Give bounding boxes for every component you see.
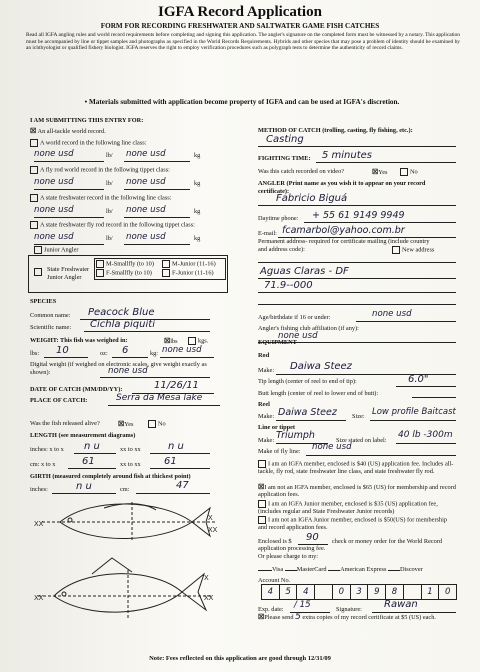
lb-unit: lb/ xyxy=(106,208,113,215)
svg-text:XX: XX xyxy=(34,521,44,528)
all-tackle-label: An all-tackle world record. xyxy=(37,128,106,135)
state-fly-row xyxy=(34,232,230,244)
kg-unit: kg xyxy=(194,180,201,187)
state-line-label: A state freshwater record in the following line class: xyxy=(40,194,172,202)
junior-member-fee-option[interactable] xyxy=(258,500,456,515)
account-digit: 4 xyxy=(297,585,315,599)
date-value[interactable]: 11/26/11 xyxy=(154,380,199,391)
checked-box-icon: ☒ xyxy=(30,127,37,135)
account-digit xyxy=(315,585,333,599)
fly-line-value[interactable]: none usd xyxy=(312,442,352,452)
enclosed-label: Enclosed is $ xyxy=(258,538,292,545)
entry-heading: I AM SUBMITTING THIS ENTRY FOR: xyxy=(30,117,144,124)
m-junior-label: M-Junior (11-16) xyxy=(172,260,216,268)
state-junior-option[interactable] xyxy=(34,268,44,276)
account-digit xyxy=(404,585,422,599)
fly-rod-option[interactable] xyxy=(30,166,170,174)
reel-size-label: Size: xyxy=(352,413,365,420)
released-yes-label: Yes xyxy=(124,421,134,428)
common-name-value[interactable]: Peacock Blue xyxy=(88,307,155,318)
materials-note-text: Materials submitted with application become property of IGFA and can be used at IGFA's discretion. xyxy=(89,98,400,106)
fish-diagram-bottom xyxy=(38,558,212,620)
released-no-label: No xyxy=(158,420,166,428)
weight-label: WEIGHT: This fish was weighed in: xyxy=(30,337,128,344)
address-line-2[interactable]: 71.9--000 xyxy=(264,280,313,291)
checkbox-icon xyxy=(258,460,266,468)
tip-length-label: Tip length (center of reel to end of tip): xyxy=(258,378,357,385)
svg-text:XX: XX xyxy=(204,595,214,602)
fly-rod-row xyxy=(34,177,230,189)
inches-fork-label: xx to xx xyxy=(120,446,141,453)
junior-member-fee-label: I am an IGFA Junior member, enclosed is $35 (US) application fee, (includes regular and State Freshwater Junior records) xyxy=(258,500,438,515)
line-class-kg-value[interactable]: none usd xyxy=(126,149,166,159)
account-digit: 0 xyxy=(445,587,451,597)
f-junior-label: F-Junior (11-16) xyxy=(172,269,214,277)
video-yes-label: Yes xyxy=(378,169,388,176)
amex-option[interactable]: American Express xyxy=(340,566,387,573)
checked-box-icon: ☒ xyxy=(258,483,265,491)
released-label: Was the fish released alive? xyxy=(30,420,100,427)
fees-note: Note: Fees reflected on this application are good through 12/31/09 xyxy=(149,655,331,662)
svg-text:X: X xyxy=(208,515,213,522)
girth-inches-value[interactable]: n u xyxy=(76,481,92,492)
butt-length-label: Butt length (center of reel to lower end of butt): xyxy=(258,390,379,397)
checkbox-icon xyxy=(258,500,266,508)
checked-box-icon: ☒ xyxy=(258,613,265,621)
email-value[interactable]: fcamarbol@yahoo.com.br xyxy=(282,225,405,236)
state-line-row xyxy=(34,205,230,217)
account-digit: 9 xyxy=(368,585,386,599)
m-junior-option[interactable] xyxy=(162,260,216,268)
kg-value[interactable]: none usd xyxy=(162,345,202,355)
discover-option[interactable]: Discover xyxy=(399,566,423,573)
girth-cm-value[interactable]: 47 xyxy=(176,480,189,491)
checkbox-icon xyxy=(34,246,42,254)
checkbox-icon xyxy=(30,194,38,202)
member-fee-option[interactable] xyxy=(258,460,456,475)
kg-unit: kg xyxy=(194,208,201,215)
m-smallfly-option[interactable] xyxy=(96,260,154,268)
video-yes-option[interactable] xyxy=(372,168,387,177)
fly-rod-label: A fly rod world record in the following tippet class: xyxy=(40,166,170,174)
weight-kgs-option-label: kgs. xyxy=(198,337,209,345)
video-no-option[interactable] xyxy=(400,168,418,176)
signature-label: Signature: xyxy=(336,606,362,613)
checked-box-icon: ☒ xyxy=(164,337,171,345)
fly-line-label: Make of fly line: xyxy=(258,448,301,455)
species-heading: SPECIES xyxy=(30,298,57,305)
line-class-option[interactable] xyxy=(30,139,147,147)
exp-label: Exp. date: xyxy=(258,606,284,613)
length-heading: LENGTH (see measurement diagrams) xyxy=(30,432,136,439)
fighting-time-value[interactable]: 5 minutes xyxy=(322,150,373,161)
rod-make-value[interactable]: Daiwa Steez xyxy=(290,361,352,372)
lb-unit: lb/ xyxy=(106,152,113,159)
age-value[interactable]: none usd xyxy=(372,309,412,319)
checkbox-icon xyxy=(162,260,170,268)
account-digit: 0 xyxy=(333,585,351,599)
tip-length-value[interactable]: 6.0" xyxy=(408,374,429,385)
form-title: IGFA Record Application xyxy=(158,4,322,20)
stated-size-value[interactable]: 40 lb -300m xyxy=(398,430,453,440)
account-number-field[interactable] xyxy=(261,584,457,600)
scientific-name-value[interactable]: Cichla piquiti xyxy=(90,319,155,330)
checkbox-icon xyxy=(188,337,196,345)
angler-name-value[interactable]: Fabricio Biguá xyxy=(276,193,348,204)
kg-label: kg: xyxy=(150,350,159,357)
inches-length-label: inches: x to x xyxy=(30,446,64,453)
girth-heading: GIRTH (measured completely around fish at thickest point) xyxy=(30,473,191,480)
charge-label: Or please charge to my: xyxy=(258,553,319,560)
equipment-heading: EQUIPMENT xyxy=(258,339,297,346)
new-address-label: New address xyxy=(402,246,435,254)
state-fly-kg-value[interactable]: none usd xyxy=(126,232,166,242)
rod-heading: Rod xyxy=(258,352,270,359)
address-label: Permanent address- required for certificate mailing (include country and address code): xyxy=(258,238,430,253)
materials-note: • Materials submitted with application become property of IGFA and can be used at IGFA's discretion. xyxy=(84,98,400,106)
oz-value[interactable]: 6 xyxy=(122,345,129,356)
account-digit: 4 xyxy=(262,585,280,599)
state-fly-label: A state freshwater fly rod record in the following tippet class: xyxy=(40,221,195,229)
checkbox-icon xyxy=(30,139,38,147)
lbs-label: lbs: xyxy=(30,350,40,357)
checkbox-icon xyxy=(392,246,400,254)
phone-label: Daytime phone: xyxy=(258,215,299,222)
checked-box-icon: ☒ xyxy=(118,420,125,428)
line-make-label: Make: xyxy=(258,437,275,444)
checkbox-icon xyxy=(162,269,170,277)
visa-option[interactable]: Visa xyxy=(272,566,284,573)
enclosed-value[interactable]: 90 xyxy=(306,532,319,543)
extra-copies-label: Please send xyxy=(264,614,294,621)
checkbox-icon xyxy=(400,168,408,176)
extra-copies-value[interactable]: 5 xyxy=(295,612,301,622)
form-subtitle: FORM FOR RECORDING FRESHWATER AND SALTWATER GAME FISH CATCHES xyxy=(100,22,380,30)
video-label: Was this catch recorded on video? xyxy=(258,168,345,175)
checkbox-icon xyxy=(258,516,266,524)
non-member-fee-label: I am not an IGFA member, enclosed is $65 (US) for membership and record application fees. xyxy=(258,484,456,499)
club-label: Angler's fishing club affiliation (if any): xyxy=(258,325,359,332)
cm-length-value[interactable]: 61 xyxy=(82,456,95,467)
method-value[interactable]: Casting xyxy=(266,134,304,145)
age-label: Age/birthdate if 16 or under: xyxy=(258,314,331,321)
account-label: Account No. xyxy=(258,577,291,584)
rod-make-label: Make: xyxy=(258,367,275,374)
cm-fork-value[interactable]: 61 xyxy=(164,456,177,467)
checkbox-icon xyxy=(30,221,38,229)
svg-text:XX: XX xyxy=(208,527,218,534)
state-fly-lb-value[interactable]: none usd xyxy=(34,232,74,242)
checkbox-icon xyxy=(96,260,104,268)
oz-label: oz: xyxy=(100,350,108,357)
reel-heading: Reel xyxy=(258,401,270,408)
checkbox-icon xyxy=(148,420,156,428)
fly-rod-kg-value[interactable]: none usd xyxy=(126,177,166,187)
club-value[interactable]: none usd xyxy=(278,331,318,341)
extra-copies-option[interactable] xyxy=(258,614,456,621)
fish-diagram-top xyxy=(42,502,216,542)
address-line-1[interactable]: Aguas Claras - DF xyxy=(260,266,349,277)
weight-lbs-option-label: lbs xyxy=(170,338,178,345)
intro-paragraph: Read all IGFA angling rules and world record requirements before completing and signing this application. The angler's signature on the completed form must be witnessed by a notary. This application must be accompanied by line or tippet samples and photographs as specified in the World Records Requirements. Hybrids and other species that may pose a problem of identity should be examined by an ichthyologist or qualified fishery biologist. IGFA reserves the right to employ verification procedures such as polygraph tests to determine the authenticity of record claims. xyxy=(26,32,460,52)
line-class-label: A world record in the following line class: xyxy=(40,139,147,147)
lb-unit: lb/ xyxy=(106,235,113,242)
inches-length-value[interactable]: n u xyxy=(84,441,100,452)
account-digit: 5 xyxy=(280,585,298,599)
cm-fork-label: xx to xx xyxy=(120,461,141,468)
stated-size-label: Size stated on label: xyxy=(336,437,387,444)
place-value[interactable]: Serra da Mesa lake xyxy=(116,393,203,403)
released-yes-option[interactable] xyxy=(118,420,133,429)
lb-unit: lb/ xyxy=(106,180,113,187)
new-address-option[interactable] xyxy=(392,246,434,254)
girth-inches-label: inches: xyxy=(30,486,48,493)
account-digit: 8 xyxy=(386,585,404,599)
fly-rod-lb-value[interactable]: none usd xyxy=(34,177,74,187)
f-smallfly-label: F-Smallfly (to 10) xyxy=(106,269,152,277)
place-label: PLACE OF CATCH: xyxy=(30,397,88,404)
email-label: E-mail: xyxy=(258,230,277,237)
junior-non-member-fee-option[interactable] xyxy=(258,516,456,531)
reel-make-label: Make: xyxy=(258,413,275,420)
non-member-fee-option[interactable] xyxy=(258,484,456,499)
extra-copies-rest: extra copies of my record certificate at $5 (US) each. xyxy=(302,614,436,621)
kg-unit: kg xyxy=(194,235,201,242)
checkbox-icon xyxy=(96,269,104,277)
exp-value[interactable]: / 15 xyxy=(294,600,311,610)
member-fee-label: I am an IGFA member, enclosed is $40 (US) application fee. Includes all-tackle, fly rod, state freshwater line class, and state freshwater fly rod. xyxy=(258,460,454,475)
mastercard-option[interactable]: MasterCard xyxy=(296,566,327,573)
fighting-time-label: FIGHTING TIME: xyxy=(258,155,311,162)
common-name-label: Common name: xyxy=(30,312,71,319)
line-make-value[interactable]: Triumph xyxy=(276,430,315,441)
signature-value[interactable]: Rawan xyxy=(384,599,418,610)
date-label: DATE OF CATCH (MM/DD/YY): xyxy=(30,386,123,393)
enclosed-rest: check or money order for the World Record application processing fee. xyxy=(258,538,443,553)
reel-size-value[interactable]: Low profile Baitcast xyxy=(372,407,456,417)
method-label: METHOD OF CATCH (trolling, casting, fly fishing, etc.): xyxy=(258,127,413,134)
state-line-kg-value[interactable]: none usd xyxy=(126,205,166,215)
reel-make-value[interactable]: Daiwa Steez xyxy=(278,407,337,418)
state-junior-label: State Freshwater Junior Angler xyxy=(47,266,90,281)
account-digit: 3 xyxy=(351,585,369,599)
fish-measurement-diagrams xyxy=(32,498,222,638)
checked-box-icon: ☒ xyxy=(372,168,379,176)
digital-weight-label: Digital weight (if weighed on electronic scales, give weight exactly as shown): xyxy=(30,361,207,376)
svg-text:X: X xyxy=(204,575,209,582)
junior-angler-label: Junior Angler xyxy=(44,246,79,254)
state-line-lb-value[interactable]: none usd xyxy=(34,205,74,215)
all-tackle-option[interactable] xyxy=(30,127,106,136)
state-fly-option[interactable] xyxy=(30,221,195,229)
scientific-name-label: Scientific name: xyxy=(30,324,72,331)
state-line-option[interactable] xyxy=(30,194,172,202)
girth-cm-label: cm: xyxy=(120,486,130,493)
junior-non-member-fee-label: I am not an IGFA Junior member, enclosed is $50(US) for membership and record application fees. xyxy=(258,516,448,531)
cm-length-label: cm: x to x xyxy=(30,461,56,468)
account-digit: 1 xyxy=(422,585,440,599)
phone-value[interactable]: + 55 61 9149 9949 xyxy=(312,210,405,221)
f-junior-option[interactable] xyxy=(162,269,214,277)
line-class-row xyxy=(34,149,230,161)
checkbox-icon xyxy=(30,166,38,174)
angler-heading: ANGLER (Print name as you wish it to appear on your record certificate): xyxy=(258,180,426,195)
checkbox-icon xyxy=(34,268,42,276)
lbs-value[interactable]: 10 xyxy=(56,345,69,356)
line-heading: Line or tippet xyxy=(258,424,295,431)
junior-angler-option[interactable] xyxy=(34,246,78,254)
video-no-label: No xyxy=(410,168,418,176)
inches-fork-value[interactable]: n u xyxy=(168,441,184,452)
f-smallfly-option[interactable] xyxy=(96,269,152,277)
digital-weight-value[interactable]: none usd xyxy=(108,366,148,376)
m-smallfly-label: M-Smallfly (to 10) xyxy=(106,260,154,268)
svg-text:XX: XX xyxy=(34,595,44,602)
released-no-option[interactable] xyxy=(148,420,166,428)
card-options xyxy=(258,566,423,574)
line-class-lb-value[interactable]: none usd xyxy=(34,149,74,159)
kg-unit: kg xyxy=(194,152,201,159)
